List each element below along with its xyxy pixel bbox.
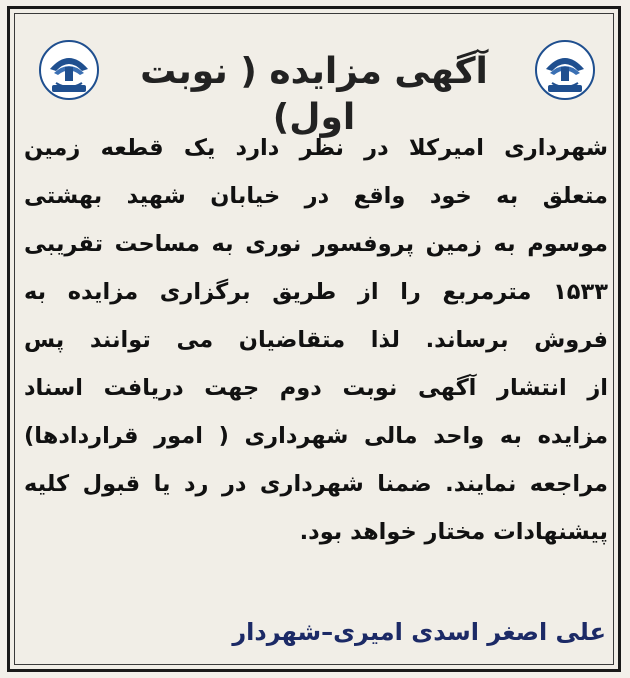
notice-body [24, 124, 608, 556]
notice-body-line: فروش برساند. لذا متقاضیان می توانند پس [24, 327, 608, 353]
notice-header [10, 39, 618, 138]
notice-body-line: پیشنهادات مختار خواهد بود. [299, 519, 608, 545]
municipality-emblem-icon [38, 39, 100, 101]
notice-body-line: متعلق به خود واقع در خیابان شهید بهشتی [24, 183, 608, 209]
notice-body-line: مزایده به واحد مالی شهرداری ( امور قراردادها) [24, 423, 608, 449]
notice-body-line: مراجعه نمایند. ضمنا شهرداری در رد یا قبول کلیه [24, 471, 608, 497]
notice-body-line: از انتشار آگهی نوبت دوم جهت دریافت اسناد [24, 375, 608, 401]
signature: علی اصغر اسدی امیری–شهردار [232, 618, 606, 646]
notice-body-line: موسوم به زمین پروفسور نوری به مساحت تقریبی [24, 231, 608, 257]
notice-title: آگهی مزایده ( نوبت اول) [140, 51, 488, 138]
notice-body-line: ۱۵۳۳ مترمربع را از طریق برگزاری مزایده به [24, 279, 608, 305]
municipality-emblem-icon [534, 39, 596, 101]
notice-body-line: شهرداری امیرکلا در نظر دارد یک قطعه زمین [24, 135, 608, 161]
